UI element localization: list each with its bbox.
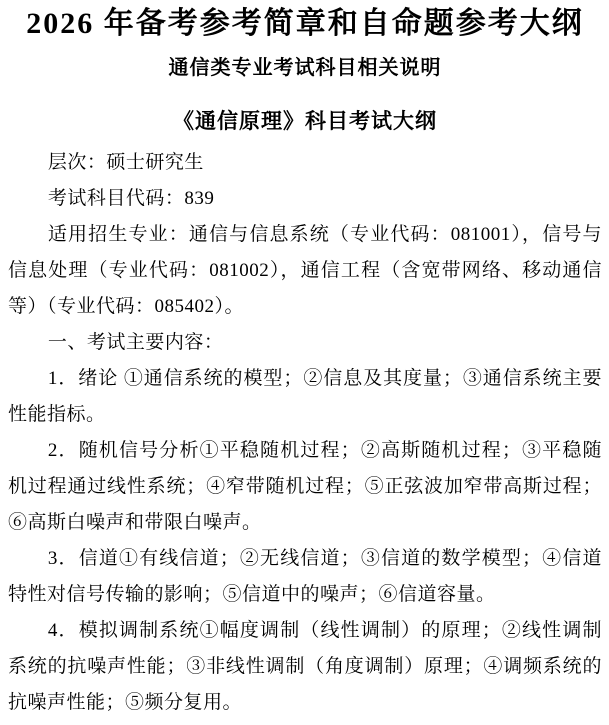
- paragraph-subject-code: 考试科目代码：839: [47, 188, 215, 209]
- paragraph-item-1-introduction: 1．绪论 ①通信系统的模型；②信息及其度量；③通信系统主要性能指标。: [8, 368, 602, 425]
- paragraph-item-2-random-signal-analysis: 2．随机信号分析①平稳随机过程；②高斯随机过程；③平稳随机过程通过线性系统；④窄带随机过程；⑤正弦波加窄带高斯过程；⑥高斯白噪声和带限白噪声。: [8, 440, 602, 533]
- paragraph-degree-level: 层次：硕士研究生: [47, 152, 204, 173]
- document-body: [8, 145, 602, 721]
- document-title: 2026 年备考参考简章和自命题参考大纲: [26, 7, 584, 40]
- section-heading: 《通信原理》科目考试大纲: [173, 109, 437, 133]
- document-subtitle: 通信类专业考试科目相关说明: [168, 57, 442, 79]
- paragraph-applicable-majors: 适用招生专业：通信与信息系统（专业代码：081001），信号与信息处理（专业代码：081002），通信工程（含宽带网络、移动通信等）（专业代码：085402）。: [8, 224, 602, 317]
- paragraph-exam-content-heading: 一、考试主要内容：: [47, 332, 224, 353]
- paragraph-item-3-channels: 3．信道①有线信道；②无线信道；③信道的数学模型；④信道特性对信号传输的影响；⑤信道中的噪声；⑥信道容量。: [8, 548, 602, 605]
- paragraph-item-4-analog-modulation: 4．模拟调制系统①幅度调制（线性调制）的原理；②线性调制系统的抗噪声性能；③非线性调制（角度调制）原理；④调频系统的抗噪声性能；⑤频分复用。: [8, 620, 602, 713]
